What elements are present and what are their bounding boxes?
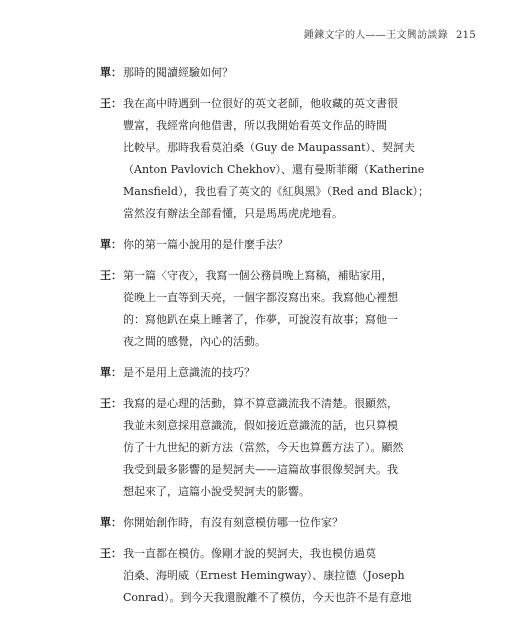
speaker-label: 單： (100, 66, 122, 79)
text-line: 那時的閱讀經驗如何？ (123, 66, 233, 79)
qa-block (100, 93, 440, 225)
text-line: 夜之間的感覺，內心的活動。 (123, 335, 266, 348)
text-line: 我並未刻意採用意識流，假如接近意識流的話，也只算模 (123, 419, 398, 432)
qa-block (100, 362, 440, 384)
text-line: 我寫的是心理的活動，算不算意識流我不清楚。很顯然， (123, 397, 398, 410)
qa-block (100, 62, 440, 84)
speaker-label: 單： (100, 516, 122, 529)
qa-block (100, 234, 440, 256)
text-line: 當然沒有辦法全部看懂，只是馬馬虎虎地看。 (123, 207, 343, 220)
text-line: 我受到最多影響的是契訶夫——這篇故事很像契訶夫。我 (123, 463, 398, 476)
speaker-label: 王： (100, 97, 122, 110)
text-line: 仿了十九世紀的新方法（當然，今天也算舊方法了）。顯然 (123, 441, 404, 454)
text-line: 想起來了，這篇小說受契訶夫的影響。 (123, 485, 310, 498)
qa-block (100, 512, 440, 534)
text-line: 的：寫他趴在桌上睡著了，作夢，可說沒有故事；寫他一 (123, 313, 398, 326)
text-line: 比較早。那時我看莫泊桑（Guy de Maupassant）、契訶夫 (123, 141, 415, 154)
paragraph-text (123, 265, 440, 353)
text-line: 我在高中時遇到一位很好的英文老師，他收藏的英文書很 (123, 97, 398, 110)
text-line: 我一直都在模仿。像剛才說的契訶夫，我也模仿過莫 (123, 547, 376, 560)
paragraph-text (123, 93, 440, 225)
qa-block (100, 543, 440, 609)
text-line: 你開始創作時，有沒有刻意模仿哪一位作家？ (123, 516, 343, 529)
interview-body (100, 62, 440, 618)
text-line: Conrad）。到今天我還脫離不了模仿，今天也許不是有意地 (123, 591, 412, 604)
page-number: 215 (456, 30, 476, 41)
text-line: （Anton Pavlovich Chekhov）、還有曼斯菲爾（Katherine (123, 163, 425, 176)
paragraph-text (123, 234, 440, 256)
speaker-label: 單： (100, 366, 122, 379)
text-line: 你的第一篇小說用的是什麼手法？ (123, 238, 288, 251)
text-line: 從晚上一直等到天亮，一個字都沒寫出來。我寫他心裡想 (123, 291, 398, 304)
text-line: 泊桑、海明威（Ernest Hemingway）、康拉德（Joseph (123, 569, 405, 582)
speaker-label: 王： (100, 269, 122, 282)
text-line: 豐富，我經常向他借書，所以我開始看英文作品的時間 (123, 119, 387, 132)
text-line: 第一篇〈守夜〉，我寫一個公務員晚上寫稿，補貼家用， (123, 269, 393, 282)
qa-block (100, 393, 440, 503)
running-header (304, 26, 476, 41)
running-title: 鍾鍊文字的人——王文興訪談錄 (303, 30, 448, 41)
paragraph-text (123, 393, 440, 503)
text-line: 是不是用上意識流的技巧？ (123, 366, 255, 379)
paragraph-text (123, 512, 440, 534)
speaker-label: 王： (100, 397, 122, 410)
paragraph-text (123, 543, 440, 609)
paragraph-text (123, 362, 440, 384)
qa-block (100, 265, 440, 353)
text-line: Mansfield），我也看了英文的《紅與黑》（Red and Black）； (123, 185, 429, 198)
paragraph-text (123, 62, 440, 84)
speaker-label: 王： (100, 547, 122, 560)
speaker-label: 單： (100, 238, 122, 251)
